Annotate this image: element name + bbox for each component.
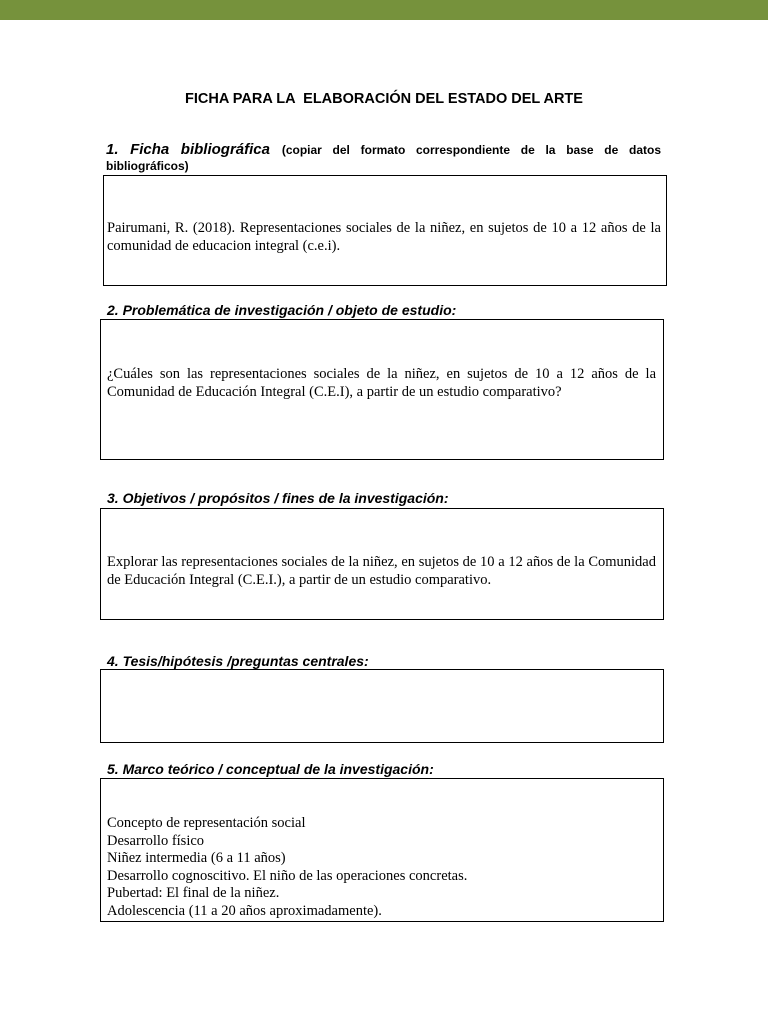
framework-item: Niñez intermedia (6 a 11 años) (107, 850, 286, 867)
section-4-heading: 4. Tesis/hipótesis /preguntas centrales: (107, 653, 369, 669)
section-5-heading: 5. Marco teórico / conceptual de la investigación: (107, 761, 434, 777)
section-5-content (107, 815, 656, 921)
section-1-note: (copiar del formato correspondiente de la base de datos bibliográficos) (106, 143, 662, 173)
framework-item: Desarrollo cognoscitivo. El niño de las operaciones concretas. (107, 867, 468, 884)
document-title: FICHA PARA LA ELABORACIÓN DEL ESTADO DEL ARTE (185, 91, 583, 107)
header-color-bar (0, 0, 768, 20)
framework-item: Concepto de representación social (107, 815, 306, 831)
section-3-content: Explorar las representaciones sociales de la niñez, en sujetos de 10 a 12 años de la Comunidad de Educación Integral (C.E.I.), a partir de un estudio comparativo. (107, 554, 656, 588)
section-2-content: ¿Cuáles son las representaciones sociales de la niñez, en sujetos de 10 a 12 años de la Comunidad de Educación Integral (C.E.I), a partir de un estudio comparativo? (107, 366, 656, 400)
section-1-content: Pairumani, R. (2018). Representaciones sociales de la niñez, en sujetos de 10 a 12 años de la comunidad de educacion integral (c.e.i). (107, 220, 661, 254)
section-2-heading: 2. Problemática de investigación / objeto de estudio: (107, 302, 457, 318)
section-4-box (100, 669, 664, 743)
framework-item: Adolescencia (11 a 20 años aproximadamente). (107, 902, 382, 919)
section-3-heading: 3. Objetivos / propósitos / fines de la investigación: (107, 490, 449, 506)
framework-item: Pubertad: El final de la niñez. (107, 885, 280, 902)
section-1-heading (106, 142, 661, 174)
framework-item: Desarrollo físico (107, 832, 205, 849)
section-1-title: 1. Ficha bibliográfica (106, 141, 270, 158)
